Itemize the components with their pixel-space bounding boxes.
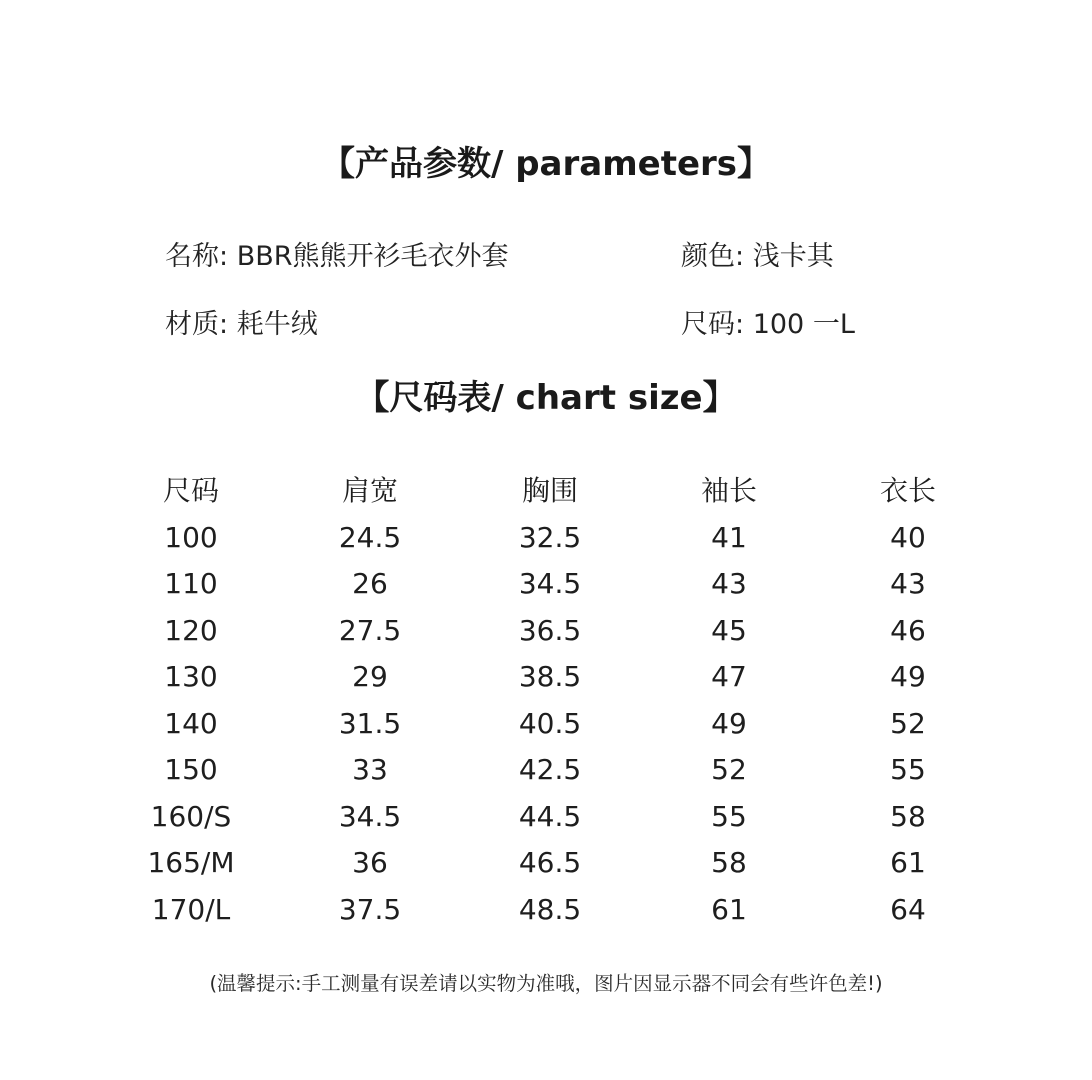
- cell-chest: 34.5: [518, 567, 582, 600]
- size-range-param: [681, 302, 855, 341]
- header-length: 衣长: [879, 474, 936, 507]
- material-label: 材质:: [165, 309, 229, 340]
- cell-length: 40: [890, 520, 926, 554]
- name-param: [165, 234, 509, 273]
- footer-note: (温馨提示:手工测量有误差请以实物为准哦，图片因显示器不同会有些许色差!): [209, 972, 883, 995]
- cell-length: 46: [890, 613, 926, 647]
- cell-length: 55: [890, 753, 926, 786]
- cell-size: 110: [164, 567, 218, 600]
- cell-shoulder: 37.5: [338, 892, 402, 926]
- color-value: 浅卡其: [752, 241, 834, 272]
- cell-sleeve: 58: [711, 846, 747, 879]
- table-row: [0, 515, 1092, 562]
- cell-size: 165/M: [147, 846, 235, 879]
- cell-sleeve: 61: [711, 892, 747, 926]
- cell-length: 64: [890, 892, 926, 926]
- cell-chest: 42.5: [518, 753, 582, 786]
- table-header-row: [0, 468, 1092, 515]
- size-chart-title: 【尺码表/ chart size】: [355, 378, 737, 418]
- cell-shoulder: 24.5: [338, 520, 402, 554]
- cell-size: 170/L: [151, 892, 231, 926]
- cell-size: 100: [164, 520, 218, 554]
- cell-chest: 38.5: [518, 660, 582, 693]
- cell-chest: 44.5: [518, 799, 582, 833]
- cell-shoulder: 36: [352, 846, 388, 879]
- header-shoulder: 肩宽: [341, 474, 398, 507]
- table-row: [0, 654, 1092, 701]
- cell-shoulder: 31.5: [338, 706, 402, 740]
- cell-shoulder: 26: [352, 567, 388, 600]
- cell-sleeve: 49: [711, 706, 747, 740]
- material-value: 耗牛绒: [236, 309, 318, 340]
- cell-chest: 46.5: [518, 846, 582, 879]
- cell-size: 120: [164, 613, 218, 647]
- table-row: [0, 794, 1092, 841]
- cell-size: 130: [164, 660, 218, 693]
- cell-sleeve: 43: [711, 567, 747, 600]
- cell-chest: 36.5: [518, 613, 582, 647]
- cell-length: 43: [890, 567, 926, 600]
- cell-size: 140: [164, 706, 218, 740]
- cell-length: 52: [890, 706, 926, 740]
- cell-size: 150: [164, 753, 218, 786]
- size-range-value: 100 一L: [752, 309, 855, 340]
- name-label: 名称:: [165, 241, 229, 272]
- color-label: 颜色:: [681, 241, 745, 272]
- cell-length: 49: [890, 660, 926, 693]
- header-chest: 胸围: [521, 474, 578, 507]
- cell-shoulder: 34.5: [338, 799, 402, 833]
- size-range-label: 尺码:: [681, 309, 745, 340]
- material-param: [165, 302, 318, 341]
- header-sleeve: 袖长: [700, 474, 757, 507]
- header-size: 尺码: [162, 474, 219, 507]
- size-table: [0, 468, 1092, 933]
- table-row: [0, 887, 1092, 934]
- name-value: BBR熊熊开衫毛衣外套: [236, 241, 509, 272]
- color-param: [681, 234, 834, 273]
- cell-chest: 40.5: [518, 706, 582, 740]
- cell-shoulder: 29: [352, 660, 388, 693]
- table-row: [0, 840, 1092, 887]
- cell-sleeve: 41: [711, 520, 747, 554]
- cell-sleeve: 45: [711, 613, 747, 647]
- table-row: [0, 561, 1092, 608]
- table-row: [0, 747, 1092, 794]
- cell-sleeve: 52: [711, 753, 747, 786]
- table-row: [0, 608, 1092, 655]
- table-row: [0, 701, 1092, 748]
- cell-length: 58: [890, 799, 926, 833]
- cell-sleeve: 47: [711, 660, 747, 693]
- cell-shoulder: 27.5: [338, 613, 402, 647]
- page-title: 【产品参数/ parameters】: [320, 144, 772, 184]
- cell-chest: 32.5: [518, 520, 582, 554]
- cell-shoulder: 33: [352, 753, 388, 786]
- cell-chest: 48.5: [518, 892, 582, 926]
- cell-sleeve: 55: [711, 799, 747, 833]
- cell-length: 61: [890, 846, 926, 879]
- cell-size: 160/S: [150, 799, 232, 833]
